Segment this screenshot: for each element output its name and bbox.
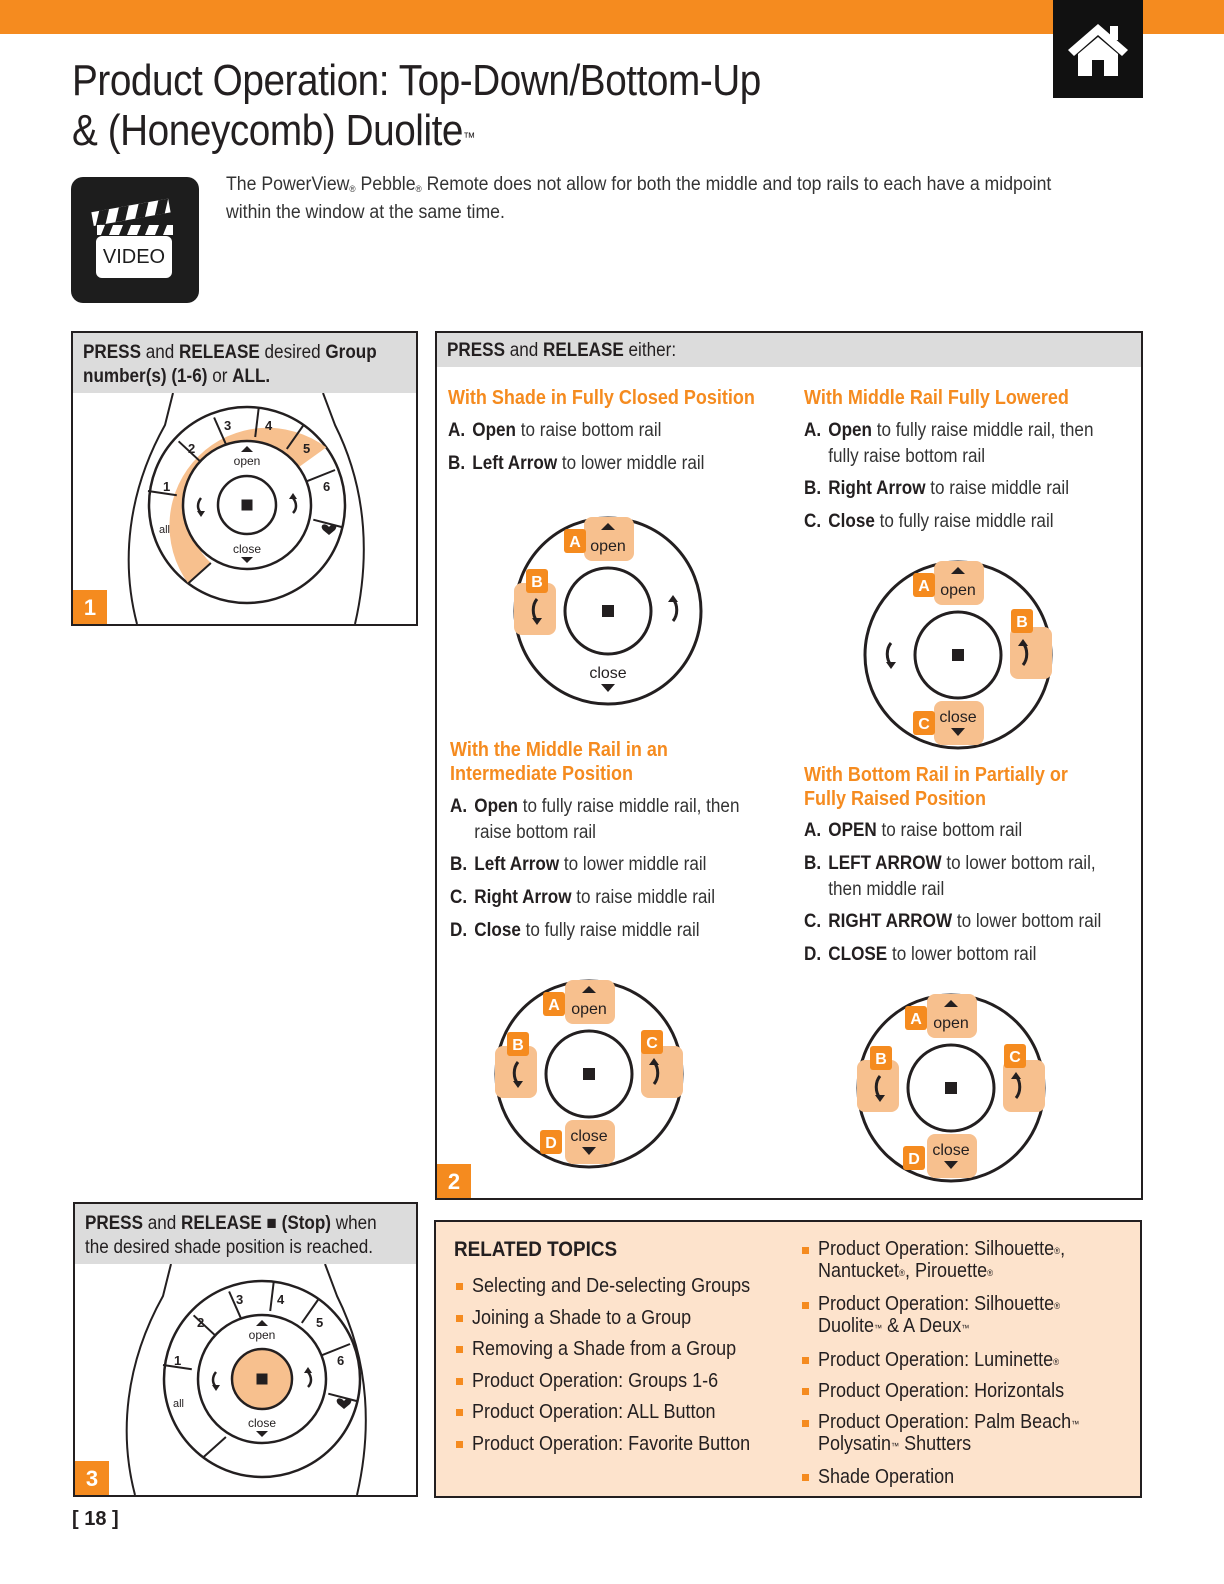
bottom-item-a: A. OPEN to raise bottom rail — [804, 820, 1023, 841]
related-link-silhouette[interactable]: Product Operation: Silhouette®, Nantucket®, Pirouette® — [818, 1238, 1093, 1282]
group-5-label: 5 — [303, 441, 311, 456]
step-1-instruction: PRESS and RELEASE desired Group number(s) (1-6) or ALL. — [73, 333, 416, 393]
lowered-item-b: B. Right Arrow to raise middle rail — [804, 478, 1070, 499]
svg-text:open: open — [933, 1015, 969, 1032]
svg-text:5: 5 — [316, 1315, 324, 1330]
svg-text:A: A — [548, 997, 560, 1014]
intermediate-item-d: D. Close to fully raise middle rail — [450, 920, 700, 941]
section-title-middle-lowered: With Middle Rail Fully Lowered — [804, 387, 1069, 409]
related-link-joining-group[interactable]: Joining a Shade to a Group — [472, 1306, 716, 1330]
related-link-removing-shade[interactable]: Removing a Shade from a Group — [472, 1337, 766, 1361]
svg-text:close: close — [932, 1142, 970, 1159]
step-1-box — [71, 331, 418, 626]
step-2-instruction: PRESS and RELEASE either: — [437, 333, 1141, 367]
svg-text:open: open — [940, 582, 976, 599]
svg-text:B: B — [512, 1037, 524, 1054]
group-3-label: 3 — [224, 418, 232, 433]
step-3-box — [73, 1202, 418, 1497]
bottom-item-b: B. LEFT ARROW to lower bottom rail, then middle rail — [804, 853, 1096, 900]
svg-text:close: close — [589, 665, 627, 682]
related-link-horizontals[interactable]: Product Operation: Horizontals — [818, 1379, 1091, 1403]
section-title-bottom-raised: With Bottom Rail in Partially or Fully Raised Position — [804, 764, 1068, 810]
group-1-label: 1 — [163, 479, 171, 494]
svg-text:4: 4 — [277, 1292, 285, 1307]
svg-text:B: B — [1016, 614, 1028, 631]
svg-text:A: A — [918, 578, 930, 595]
svg-text:2: 2 — [197, 1315, 205, 1330]
step-3-number: 3 — [75, 1461, 109, 1497]
svg-text:B: B — [875, 1051, 887, 1068]
svg-text:open: open — [248, 1328, 276, 1342]
closed-item-a: A. Open to raise bottom rail — [448, 420, 662, 441]
closed-item-b: B. Left Arrow to lower middle rail — [448, 453, 705, 474]
section-title-intermediate: With the Middle Rail in an Intermediate Position — [450, 739, 668, 785]
svg-text:D: D — [545, 1135, 557, 1152]
video-label: VIDEO — [96, 236, 172, 278]
svg-text:all: all — [173, 1398, 185, 1410]
group-4-label: 4 — [265, 418, 273, 433]
remote-group-diagram — [73, 393, 416, 624]
intermediate-item-c: C. Right Arrow to raise middle rail — [450, 887, 716, 908]
related-topics-title: RELATED TOPICS — [454, 1238, 618, 1261]
remote-diagram-middle-lowered — [858, 555, 1058, 755]
close-label: close — [232, 542, 262, 556]
related-topics-box — [434, 1220, 1142, 1498]
svg-text:C: C — [1009, 1049, 1021, 1066]
page-number: [ 18 ] — [72, 1508, 119, 1530]
home-button[interactable] — [1053, 0, 1143, 98]
related-link-shade-operation[interactable]: Shade Operation — [818, 1465, 969, 1489]
group-6-label: 6 — [323, 479, 331, 494]
remote-diagram-fully-closed — [508, 511, 708, 711]
intro-text: The PowerView® Pebble® Remote does not allow for both the middle and top rails to each have a midpoint within the window at the same time. — [226, 174, 1052, 223]
svg-text:C: C — [646, 1035, 658, 1052]
related-link-groups-1-6[interactable]: Product Operation: Groups 1-6 — [472, 1369, 745, 1393]
svg-text:open: open — [590, 538, 626, 555]
svg-text:C: C — [918, 716, 930, 733]
related-link-favorite-button[interactable]: Product Operation: Favorite Button — [472, 1432, 781, 1456]
svg-text:B: B — [531, 574, 543, 591]
svg-text:A: A — [910, 1011, 922, 1028]
svg-text:open: open — [571, 1001, 607, 1018]
page-title — [72, 56, 761, 156]
title-line-2: & (Honeycomb) Duolite™ — [72, 106, 475, 155]
title-line-1: Product Operation: Top-Down/Bottom-Up — [72, 56, 761, 105]
open-label: open — [233, 454, 261, 468]
intermediate-item-a: A. Open to fully raise middle rail, then raise bottom rail — [450, 796, 740, 843]
remote-stop-diagram — [75, 1264, 416, 1495]
related-link-palm-beach[interactable]: Product Operation: Palm Beach™ Polysatin™ Shutters — [818, 1411, 1108, 1455]
svg-text:D: D — [908, 1151, 920, 1168]
related-link-selecting-groups[interactable]: Selecting and De-selecting Groups — [472, 1274, 781, 1298]
related-link-luminette[interactable]: Product Operation: Luminette® — [818, 1348, 1086, 1372]
svg-text:close: close — [247, 1416, 277, 1430]
related-link-all-button[interactable]: Product Operation: ALL Button — [472, 1400, 743, 1424]
step-3-instruction: PRESS and RELEASE ■ (Stop) when the desired shade position is reached. — [75, 1204, 416, 1264]
all-label: all — [159, 524, 171, 536]
remote-diagram-intermediate — [489, 974, 689, 1174]
related-link-silhouette-duolite[interactable]: Product Operation: Silhouette® Duolite™ & A Deux™ — [818, 1293, 1087, 1337]
svg-text:3: 3 — [236, 1292, 244, 1307]
home-icon — [1066, 20, 1130, 78]
intermediate-item-b: B. Left Arrow to lower middle rail — [450, 854, 707, 875]
group-2-label: 2 — [188, 441, 196, 456]
step-2-number: 2 — [437, 1164, 471, 1200]
bottom-item-c: C. RIGHT ARROW to lower bottom rail — [804, 911, 1102, 932]
step-1-number: 1 — [73, 590, 107, 626]
svg-text:1: 1 — [174, 1353, 182, 1368]
top-accent-bar — [0, 0, 1224, 34]
svg-text:6: 6 — [337, 1353, 345, 1368]
lowered-item-a: A. Open to fully raise middle rail, then fully raise bottom rail — [804, 420, 1094, 467]
trademark-mark: ™ — [463, 129, 475, 145]
remote-diagram-bottom-raised — [851, 988, 1051, 1188]
bottom-item-d: D. CLOSE to lower bottom rail — [804, 944, 1037, 965]
section-title-fully-closed: With Shade in Fully Closed Position — [448, 387, 755, 409]
svg-text:close: close — [570, 1128, 608, 1145]
svg-text:close: close — [939, 709, 977, 726]
lowered-item-c: C. Close to fully raise middle rail — [804, 511, 1054, 532]
svg-text:A: A — [569, 534, 581, 551]
